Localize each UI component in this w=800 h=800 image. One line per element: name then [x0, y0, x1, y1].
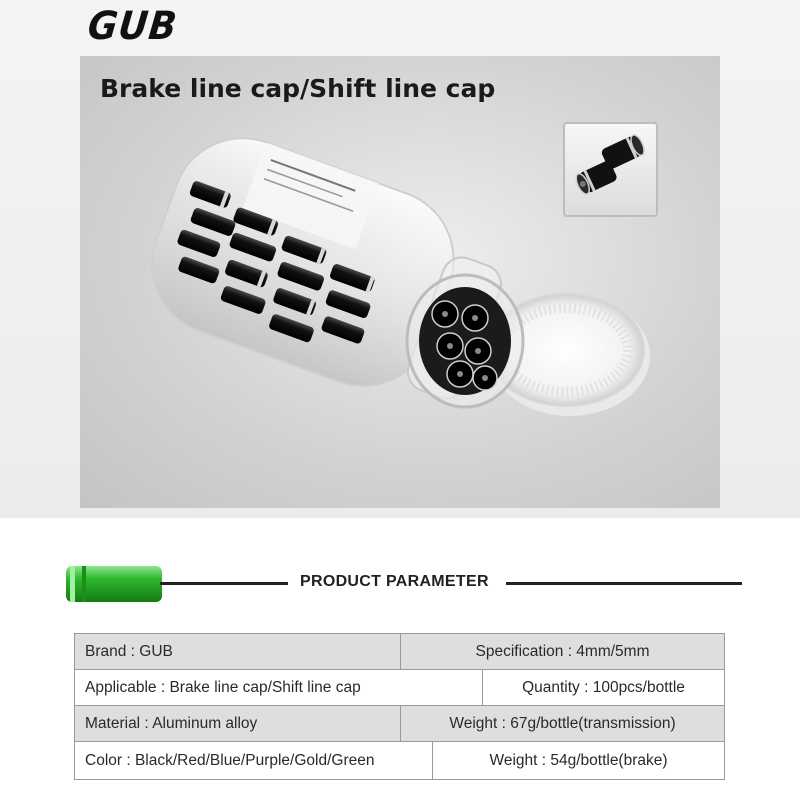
bottle-mouth	[407, 275, 523, 407]
section-title: PRODUCT PARAMETER	[300, 573, 489, 590]
table-row	[75, 634, 724, 670]
param-weight-brake: Weight : 54g/bottle(brake)	[489, 751, 668, 769]
cap-closeup-inset	[563, 122, 658, 217]
divider-line-right	[506, 582, 742, 585]
cap-closeup-icon	[565, 124, 656, 215]
photo-title: Brake line cap/Shift line cap	[100, 74, 496, 103]
table-row	[75, 706, 724, 742]
param-color: Color : Black/Red/Blue/Purple/Gold/Green	[75, 742, 433, 779]
param-applicable: Applicable : Brake line cap/Shift line cap	[75, 670, 483, 705]
param-quantity: Quantity : 100pcs/bottle	[522, 678, 685, 696]
table-row	[75, 670, 724, 706]
param-material: Material : Aluminum alloy	[75, 706, 401, 741]
brand-logo: GUB	[85, 4, 180, 49]
green-cap-icon	[62, 560, 170, 606]
param-weight-transmission: Weight : 67g/bottle(transmission)	[449, 714, 676, 732]
parameter-table	[74, 633, 725, 780]
product-parameter-section	[0, 556, 800, 610]
param-specification: Specification : 4mm/5mm	[475, 642, 650, 660]
divider-line-left	[160, 582, 288, 585]
table-row	[75, 742, 724, 779]
param-brand: Brand : GUB	[75, 634, 401, 669]
